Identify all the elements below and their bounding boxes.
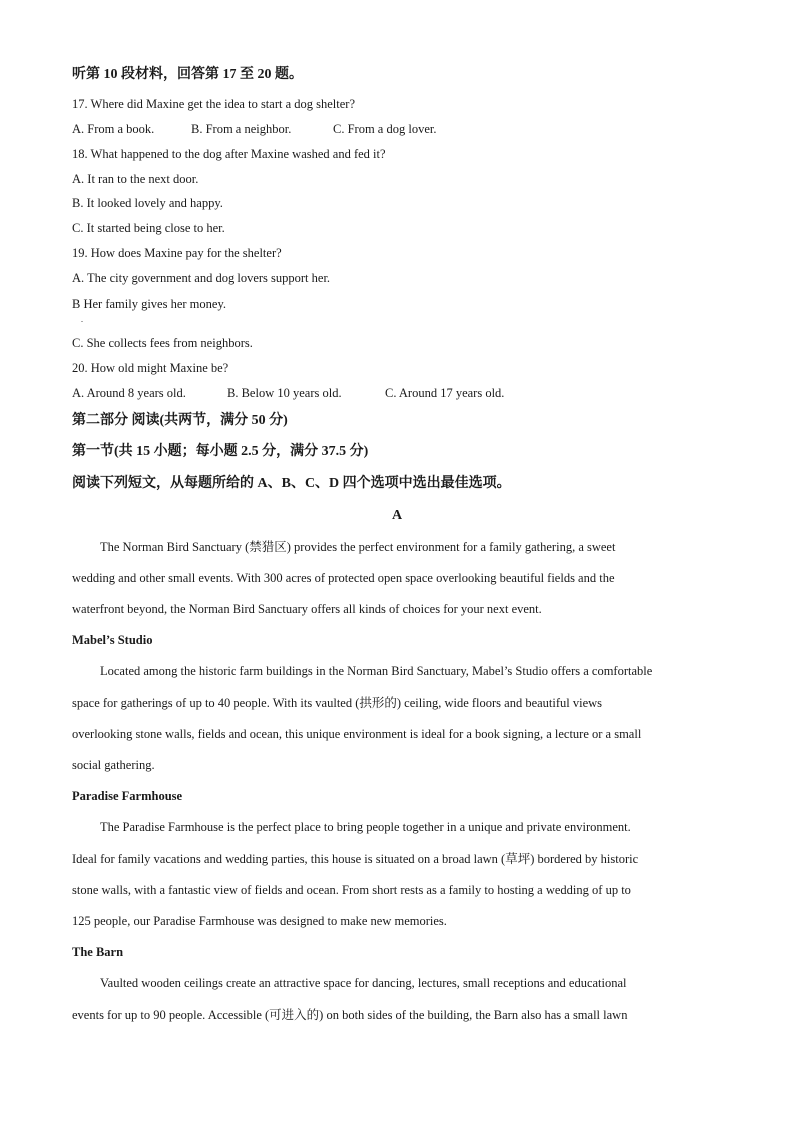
farmhouse-line-1: The Paradise Farmhouse is the perfect place to bring people together in a unique and private environment. <box>100 820 631 834</box>
venue-heading-mabels-studio: Mabel’s Studio <box>72 633 153 647</box>
mabels-line-4: social gathering. <box>72 758 155 772</box>
question-19-stem: 19. How does Maxine pay for the shelter? <box>72 246 282 260</box>
question-17-stem: 17. Where did Maxine get the idea to start a dog shelter? <box>72 97 356 111</box>
reading-directions: 阅读下列短文，从每题所给的 A、B、C、D 四个选项中选出最佳选项。 <box>72 476 511 491</box>
intro-line-1: The Norman Bird Sanctuary (禁猎区) provides the perfect environment for a family gathering, a sweet <box>100 540 616 554</box>
q17-option-b: B. From a neighbor. <box>191 122 292 136</box>
farmhouse-line-4: 125 people, our Paradise Farmhouse was designed to make new memories. <box>72 914 447 928</box>
q18-option-c: C. It started being close to her. <box>72 221 225 235</box>
farmhouse-line-2: Ideal for family vacations and wedding parties, this house is situated on a broad lawn (草坪) bordered by historic <box>72 852 639 866</box>
question-18-stem: 18. What happened to the dog after Maxine washed and fed it? <box>72 147 386 161</box>
mabels-line-2: space for gatherings of up to 40 people. With its vaulted (拱形的) ceiling, wide floors and beautiful views <box>72 696 603 710</box>
reading-section-title: 第一节(共 15 小题；每小题 2.5 分，满分 37.5 分) <box>72 444 369 459</box>
question-17-options <box>72 121 436 137</box>
venue-heading-the-barn: The Barn <box>72 945 124 959</box>
reading-part-title: 第二部分 阅读(共两节，满分 50 分) <box>72 413 288 428</box>
passage-label: A <box>391 508 403 523</box>
q18-option-b: B. It looked lovely and happy. <box>72 196 223 210</box>
q19-option-c: C. She collects fees from neighbors. <box>72 336 253 350</box>
barn-line-2: events for up to 90 people. Accessible (可进入的) on both sides of the building, the Barn also has a small lawn <box>72 1008 628 1022</box>
q19-option-a: A. The city government and dog lovers support her. <box>72 271 331 285</box>
barn-line-1: Vaulted wooden ceilings create an attractive space for dancing, lectures, small receptions and educational <box>100 976 627 990</box>
stray-mark: . <box>81 315 83 324</box>
venue-heading-paradise-farmhouse: Paradise Farmhouse <box>72 789 183 803</box>
farmhouse-line-3: stone walls, with a fantastic view of fields and ocean. From short rests as a family to hosting a wedding of up to <box>72 883 631 897</box>
listening-instruction: 听第 10 段材料，回答第 17 至 20 题。 <box>72 67 303 82</box>
question-20-options <box>72 385 504 401</box>
intro-line-2: wedding and other small events. With 300 acres of protected open space overlooking beautiful fields and the <box>72 571 615 585</box>
q19-option-b: B Her family gives her money. <box>72 297 227 311</box>
mabels-line-3: overlooking stone walls, fields and ocean, this unique environment is ideal for a book signing, a lecture or a small <box>72 727 642 741</box>
q17-option-c: C. From a dog lover. <box>333 122 437 136</box>
q18-option-a: A. It ran to the next door. <box>72 172 199 186</box>
q20-option-c: C. Around 17 years old. <box>385 386 505 400</box>
question-20-stem: 20. How old might Maxine be? <box>72 361 229 375</box>
intro-line-3: waterfront beyond, the Norman Bird Sanctuary offers all kinds of choices for your next event. <box>72 602 542 616</box>
q17-option-a: A. From a book. <box>72 122 155 136</box>
mabels-line-1: Located among the historic farm buildings in the Norman Bird Sanctuary, Mabel’s Studio offers a comfortable <box>100 664 653 678</box>
q20-option-b: B. Below 10 years old. <box>227 386 342 400</box>
q20-option-a: A. Around 8 years old. <box>72 386 186 400</box>
